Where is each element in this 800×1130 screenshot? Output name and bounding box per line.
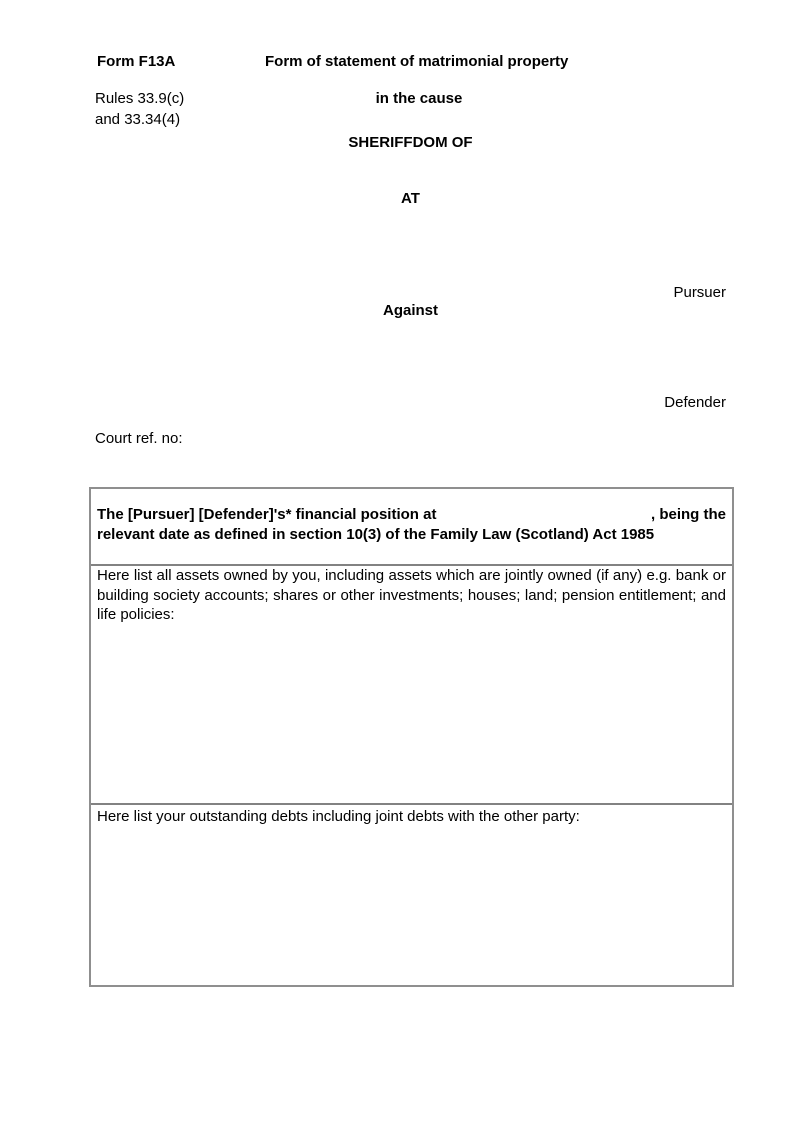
in-the-cause-label: in the cause (375, 90, 463, 107)
rules-reference-line1: Rules 33.9(c) (95, 90, 185, 107)
court-ref-label: Court ref. no: (95, 430, 183, 447)
page-title: Form of statement of matrimonial property (265, 53, 569, 70)
heading-text-left: The [Pursuer] [Defender]'s* financial position at (97, 506, 437, 523)
at-label: AT (401, 190, 420, 207)
form-number: Form F13A (97, 53, 176, 70)
debts-section (91, 803, 732, 985)
statement-box (89, 487, 734, 987)
assets-entry-area[interactable] (97, 625, 726, 804)
defender-label: Defender (664, 394, 726, 411)
pursuer-label: Pursuer (673, 284, 726, 301)
statement-box-heading (91, 489, 732, 564)
heading-text-right: , being the (651, 506, 726, 523)
against-label: Against (382, 302, 438, 319)
debts-prompt: Here list your outstanding debts including joint debts with the other party: (97, 808, 580, 825)
debts-entry-area[interactable] (97, 827, 726, 986)
sheriffdom-label: SHERIFFDOM OF (348, 134, 473, 151)
rules-reference-line2: and 33.34(4) (95, 111, 181, 128)
heading-text-line2: relevant date as defined in section 10(3) of the Family Law (Scotland) Act 1985 (97, 525, 655, 543)
assets-section (91, 564, 732, 803)
assets-prompt: Here list all assets owned by you, including assets which are jointly owned (if any) e.g. bank or building society accounts; shares or other investments; houses; land; pension entitlement; and life policies: (97, 567, 726, 623)
